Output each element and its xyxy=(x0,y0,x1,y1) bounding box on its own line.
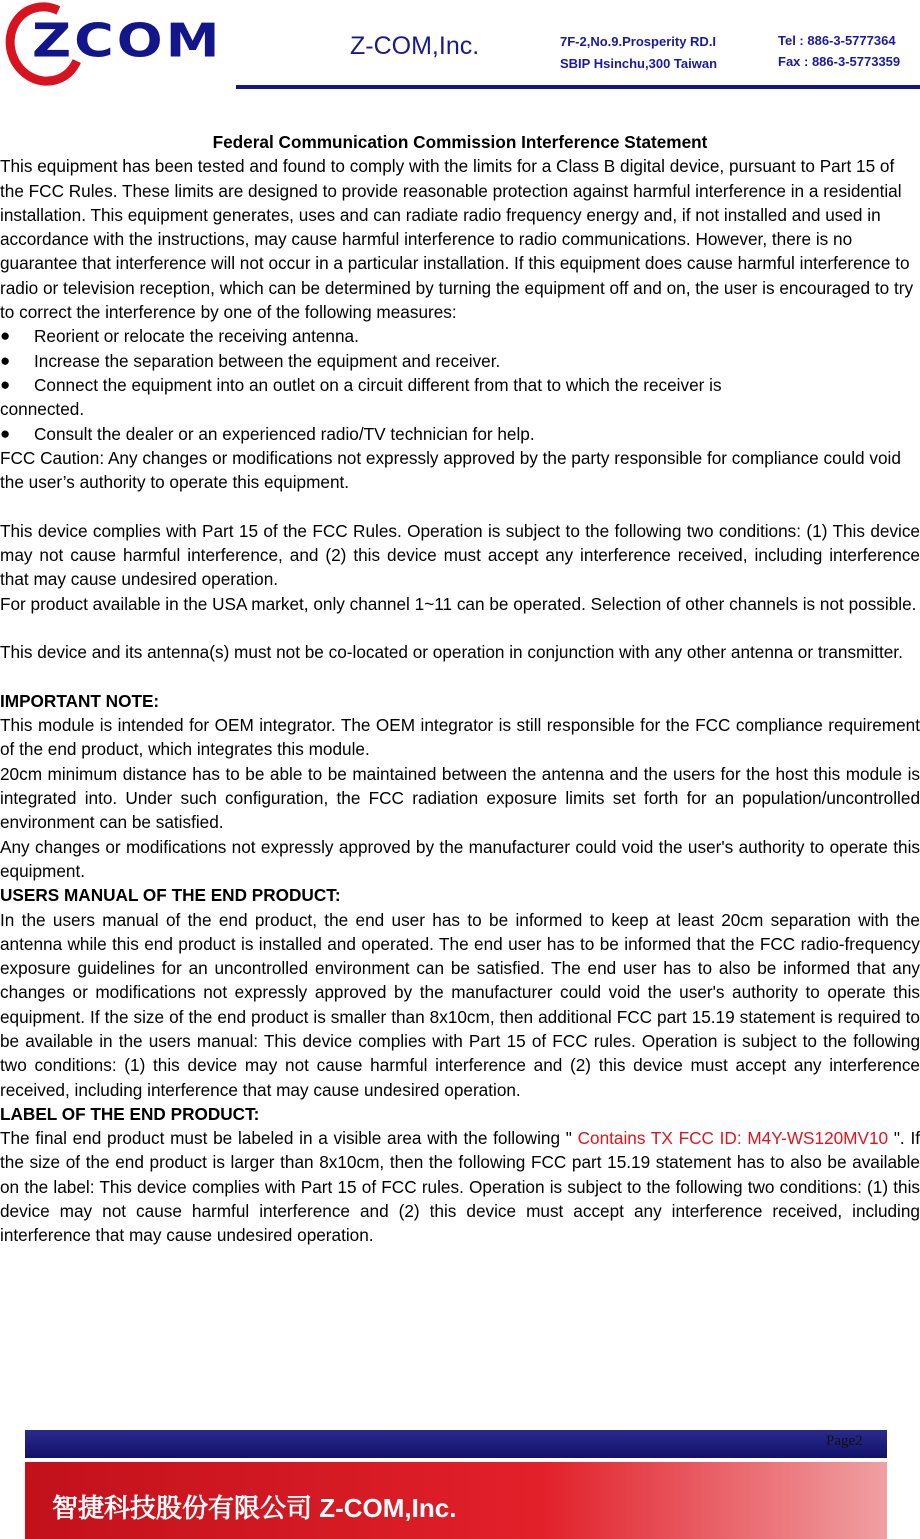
fcc-caution: FCC Caution: Any changes or modifications not expressly approved by the party responsible for compliance could void the user’s authority to operate this equipment. xyxy=(0,447,901,493)
bullet-icon: ● xyxy=(0,423,11,443)
footer-company: 智捷科技股份有限公司 Z-COM,Inc. xyxy=(52,1493,457,1523)
colocation-paragraph: This device and its antenna(s) must not be co-located or operation in conjunction with any other antenna or transmitter. xyxy=(0,642,903,663)
fax: Fax : 886-3-5773359 xyxy=(778,54,901,69)
important-note-heading: IMPORTANT NOTE: xyxy=(0,690,160,711)
header-rule xyxy=(236,85,920,89)
bullet-icon: ● xyxy=(0,350,11,370)
label-heading: LABEL OF THE END PRODUCT: xyxy=(0,1103,260,1124)
document-title: Federal Communication Commission Interference Statement xyxy=(212,132,708,152)
intro-paragraph: This equipment has been tested and found to comply with the limits for a Class B digital device, pursuant to Part 15 of the FCC Rules. These limits are designed to provide reasonable protection against harmful interference in a residential installation. This equipment generates, uses and can radiate radio frequency energy and, if not installed and used in accordance with the instructions, may cause harmful interference to radio communications. However, there is no guarantee that interference will not occur in a particular installation. If this equipment does cause harmful interference to radio or television reception, which can be determined by turning the equipment off and on, the user is encouraged to try to correct the interference by one of the following measures: xyxy=(0,156,914,323)
bullet-item xyxy=(0,373,920,397)
important-note-paragraph-3: Any changes or modifications not expressly approved by the manufacturer could void the user's authority to operate this equipment. xyxy=(0,836,920,881)
footer-bar xyxy=(25,1430,887,1458)
zcom-logo xyxy=(6,2,236,90)
document-body xyxy=(0,130,920,1248)
label-paragraph xyxy=(0,1126,920,1247)
bullet-item xyxy=(0,324,920,348)
label-text-post: ". If the size of the end product is larger than 8x10cm, then the following FCC part 15.19 statement has to also be available on the label: This device complies with Part 15 of FCC rules. Operation is subject to the following two conditions: (1) this device may not cause harmful interference and (2) this device must accept any interference received, including interference that may cause undesired operation. xyxy=(0,1128,920,1246)
letterhead xyxy=(0,0,920,95)
important-note-paragraph-1: This module is intended for OEM integrator. The OEM integrator is still responsible for the FCC compliance requirement of the end product, which integrates this module. xyxy=(0,715,920,760)
bullet-continuation: connected. xyxy=(0,399,85,420)
address-line-2: SBIP Hsinchu,300 Taiwan xyxy=(560,56,718,71)
bullet-text: Connect the equipment into an outlet on a circuit different from that to which the receiver is xyxy=(34,374,722,395)
bullet-item xyxy=(0,422,920,446)
page-number: Page2 xyxy=(826,1433,863,1449)
label-text-pre: The final end product must be labeled in a visible area with the following " xyxy=(0,1128,572,1149)
company-name: Z-COM,Inc. xyxy=(350,32,480,60)
bullet-item xyxy=(0,349,920,373)
telephone: Tel : 886-3-5777364 xyxy=(778,33,896,48)
fcc-id: Contains TX FCC ID: M4Y-WS120MV10 xyxy=(571,1128,894,1149)
users-manual-paragraph: In the users manual of the end product, the end user has to be informed to keep at least 20cm separation with the antenna while this end product is installed and operated. The end user has to be informed that the FCC radio-frequency exposure guidelines for an uncontrolled environment can be satisfied. The end user has to also be informed that any changes or modifications not expressly approved by the manufacturer could void the user's authority to operate this equipment. If the size of the end product is smaller than 8x10cm, then additional FCC part 15.19 statement is required to be available in the users manual: This device complies with Part 15 of FCC rules. Operation is subject to the following two conditions: (1) this device may not cause harmful interference and (2) this device must accept any interference received, including interference that may cause undesired operation. xyxy=(0,909,920,1100)
logo-text: ZCOM xyxy=(32,13,223,68)
usa-market-paragraph: For product available in the USA market, only channel 1~11 can be operated. Selection of other channels is not possible. xyxy=(0,593,917,614)
important-note-paragraph-2: 20cm minimum distance has to be able to be maintained between the antenna and the users for the host this module is integrated into. Under such configuration, the FCC radiation exposure limits set forth for an population/uncontrolled environment can be satisfied. xyxy=(0,763,920,833)
users-manual-heading: USERS MANUAL OF THE END PRODUCT: xyxy=(0,885,341,906)
bullet-icon: ● xyxy=(0,374,11,394)
bullet-text: Increase the separation between the equipment and receiver. xyxy=(34,350,501,371)
address-line-1: 7F-2,No.9.Prosperity RD.I xyxy=(560,34,717,49)
bullet-text: Reorient or relocate the receiving antenna. xyxy=(34,326,359,347)
bullet-icon: ● xyxy=(0,326,11,346)
bullet-text: Consult the dealer or an experienced radio/TV technician for help. xyxy=(34,423,535,444)
part15-paragraph: This device complies with Part 15 of the FCC Rules. Operation is subject to the following two conditions: (1) This device may not cause harmful interference, and (2) this device must accept any interference received, including interference that may cause undesired operation. xyxy=(0,520,920,590)
